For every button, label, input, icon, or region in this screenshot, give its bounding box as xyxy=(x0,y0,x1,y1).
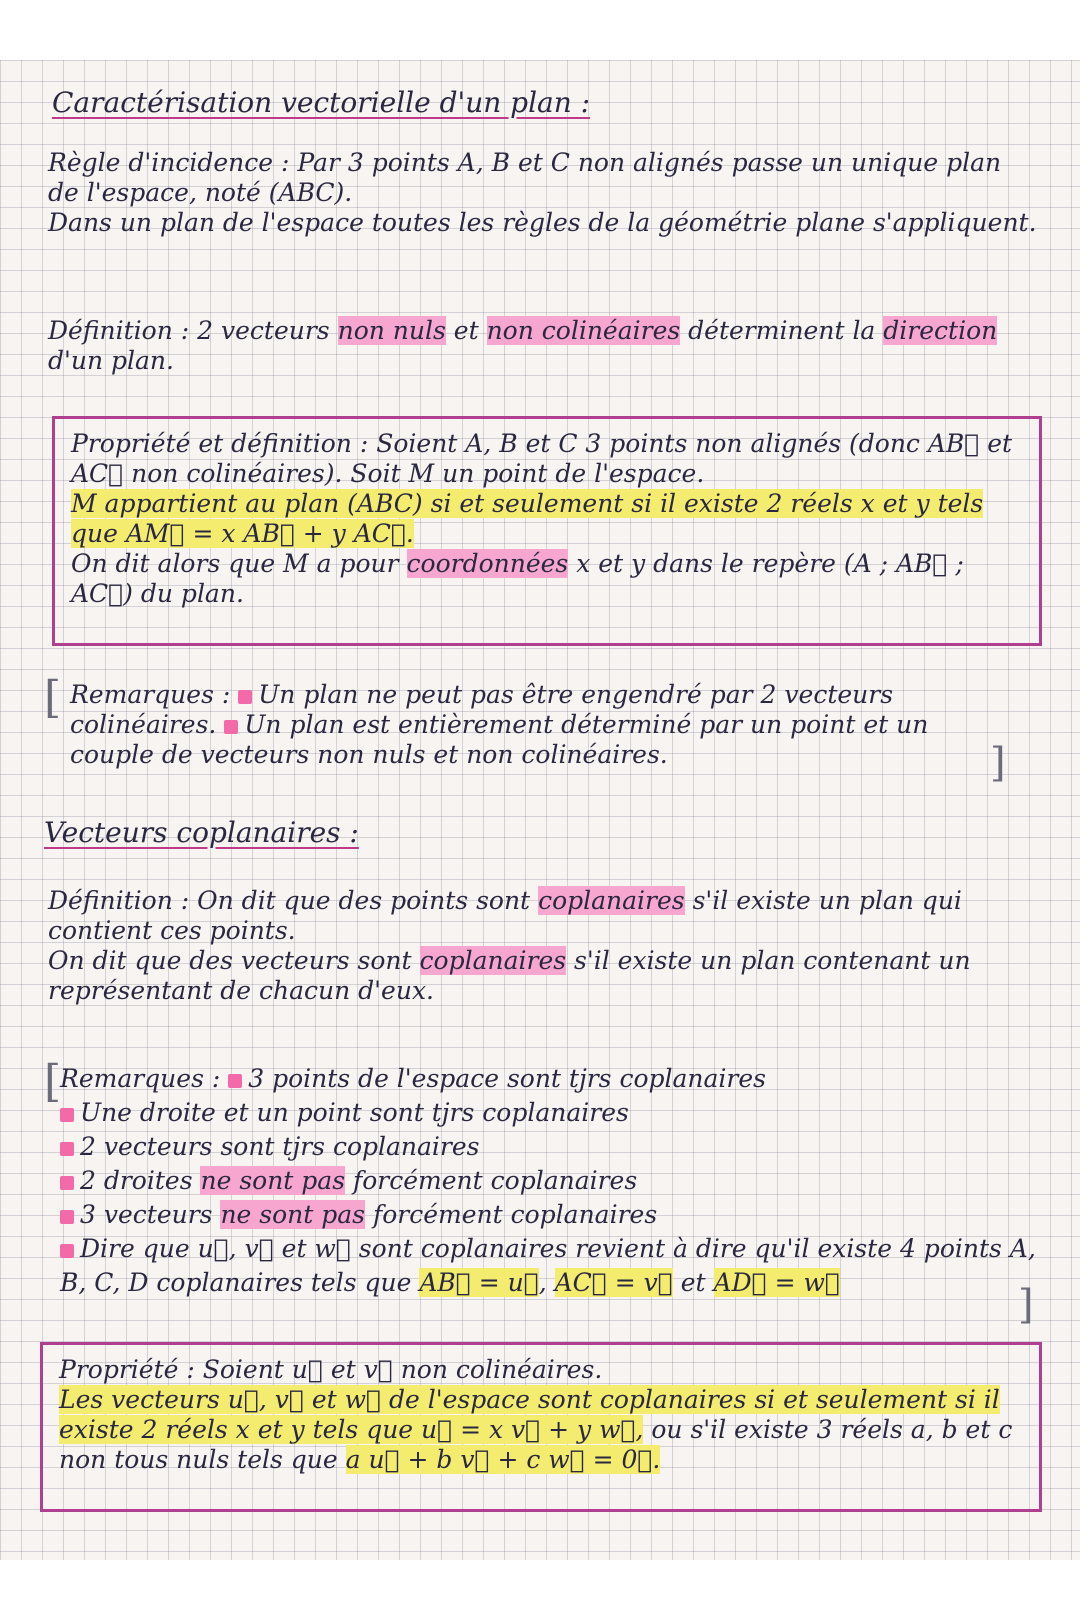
incidence-rule xyxy=(48,148,1038,238)
bracket-open-2: [ xyxy=(44,1056,62,1107)
definition-text-4: d'un plan. xyxy=(48,346,174,375)
definition-text-2: et xyxy=(453,316,479,345)
remark-5b: forcément coplanaires xyxy=(372,1200,658,1229)
remarks-label: Remarques : xyxy=(70,680,231,709)
property-highlight-linear-combination: a u⃗ + b v⃗ + c w⃗ = 0⃗. xyxy=(345,1445,661,1474)
highlight-ad-w: AD⃗ = w⃗ xyxy=(713,1268,840,1297)
grid-paper-sheet xyxy=(0,60,1080,1560)
remark-line-4 xyxy=(60,1164,1040,1198)
bracket-open-1: [ xyxy=(44,672,62,723)
bullet-icon xyxy=(60,1142,74,1156)
remark-2: Une droite et un point sont tjrs coplanaires xyxy=(80,1098,629,1127)
remark-line-2 xyxy=(60,1096,1040,1130)
property-text-1: Soient u⃗ et v⃗ non colinéaires. xyxy=(202,1355,603,1384)
highlight-ne-sont-pas-1: ne sont pas xyxy=(200,1166,346,1195)
remark-4a: 2 droites xyxy=(80,1166,193,1195)
bullet-icon xyxy=(224,720,238,734)
remarks-plan xyxy=(70,680,1010,770)
remarks-coplanar xyxy=(60,1062,1040,1300)
remark-2: Un plan est entièrement déterminé par un point et un couple de vecteurs non nuls et non colinéaires. xyxy=(70,710,929,769)
property-label: Propriété et définition : xyxy=(71,429,369,458)
incidence-label: Règle d'incidence : xyxy=(48,148,290,177)
property-highlight-membership: M appartient au plan (ABC) si et seulement si il existe 2 réels x et y tels que AM⃗ = x AB⃗ + y AC⃗. xyxy=(71,489,984,548)
remark-line-5 xyxy=(60,1198,1040,1232)
section-title-plan-text: Caractérisation vectorielle d'un plan : xyxy=(52,86,591,119)
highlight-coplanaires-points: coplanaires xyxy=(538,886,685,915)
highlight-direction: direction xyxy=(883,316,998,345)
highlight-coplanaires-vecteurs: coplanaires xyxy=(419,946,567,975)
bracket-close-1: ] xyxy=(990,740,1006,786)
remark-line-1 xyxy=(60,1062,1040,1096)
highlight-ab-u: AB⃗ = u⃗ xyxy=(419,1268,539,1297)
remark-3: 2 vecteurs sont tjrs coplanaires xyxy=(80,1132,480,1161)
property-text-2a: On dit alors que M a pour xyxy=(71,549,399,578)
bullet-icon xyxy=(238,690,252,704)
remark-line-3 xyxy=(60,1130,1040,1164)
definition-text-1: On dit que des points sont xyxy=(197,886,531,915)
section-title-plan xyxy=(52,86,590,119)
remark-6a: Dire que u⃗, v⃗ et w⃗ sont coplanaires revient à dire qu'il existe 4 points A, B, C, D coplanaires tels que xyxy=(60,1234,1036,1297)
highlight-coordonnees: coordonnées xyxy=(406,549,569,578)
remark-line-6: Dire que u⃗, v⃗ et w⃗ sont coplanaires revient à dire qu'il existe 4 points A, B, C, D coplanaires tels que AB⃗ = u⃗, AC⃗ = v⃗ et AD⃗ = w⃗ xyxy=(60,1234,1036,1297)
definition-coplanar xyxy=(48,886,1038,1006)
highlight-ac-v: AC⃗ = v⃗ xyxy=(554,1268,673,1297)
bullet-icon xyxy=(60,1210,74,1224)
remark-1: Un plan ne peut pas être engendré par 2 vecteurs colinéaires. xyxy=(70,680,894,739)
definition-text-4: s'il existe un plan contenant un représentant de chacun d'eux. xyxy=(48,946,971,1005)
bullet-icon xyxy=(228,1074,242,1088)
bullet-icon xyxy=(60,1108,74,1122)
definition-direction xyxy=(48,316,1038,376)
bracket-close-2: ] xyxy=(1018,1282,1034,1328)
bullet-icon xyxy=(60,1176,74,1190)
property-box-plan xyxy=(52,416,1042,646)
remark-4b: forcément coplanaires xyxy=(353,1166,638,1195)
definition-text-2: s'il existe un plan qui contient ces points. xyxy=(48,886,962,945)
highlight-non-nuls: non nuls xyxy=(337,316,446,345)
property-box-coplanar xyxy=(40,1342,1042,1512)
property-highlight-coplanar: Les vecteurs u⃗, v⃗ et w⃗ de l'espace sont coplanaires si et seulement si il existe 2 réels x et y tels que u⃗ = x v⃗ + y w⃗, xyxy=(59,1385,1000,1444)
remarks-label: Remarques : xyxy=(60,1064,221,1093)
remark-5a: 3 vecteurs xyxy=(80,1200,213,1229)
section-title-coplanar-text: Vecteurs coplanaires : xyxy=(44,816,359,849)
bullet-icon xyxy=(60,1244,74,1258)
property-label: Propriété : xyxy=(59,1355,195,1384)
incidence-text-2: Dans un plan de l'espace toutes les règles de la géométrie plane s'appliquent. xyxy=(48,208,1037,237)
definition-text-3: On dit que des vecteurs sont xyxy=(48,946,412,975)
remark-6-et: et xyxy=(680,1268,706,1297)
section-title-coplanar xyxy=(44,816,359,849)
incidence-text-1: Par 3 points A, B et C non alignés passe un unique plan de l'espace, noté (ABC). xyxy=(48,148,1002,207)
remark-1: 3 points de l'espace sont tjrs coplanaires xyxy=(248,1064,766,1093)
definition-label: Définition : xyxy=(48,886,190,915)
definition-text-3: déterminent la xyxy=(688,316,876,345)
definition-label: Définition : xyxy=(48,316,190,345)
property-text-1: Soient A, B et C 3 points non alignés (donc AB⃗ et AC⃗ non colinéaires). Soit M un point de l'espace. xyxy=(71,429,1013,488)
highlight-non-colineaires: non colinéaires xyxy=(486,316,681,345)
property-text-2: ou s'il existe 3 réels a, b et c non tous nuls tels que xyxy=(59,1415,1013,1474)
definition-text-1: 2 vecteurs xyxy=(197,316,330,345)
highlight-ne-sont-pas-2: ne sont pas xyxy=(220,1200,366,1229)
property-text-2b: x et y dans le repère (A ; AB⃗ ; AC⃗) du plan. xyxy=(71,549,964,608)
